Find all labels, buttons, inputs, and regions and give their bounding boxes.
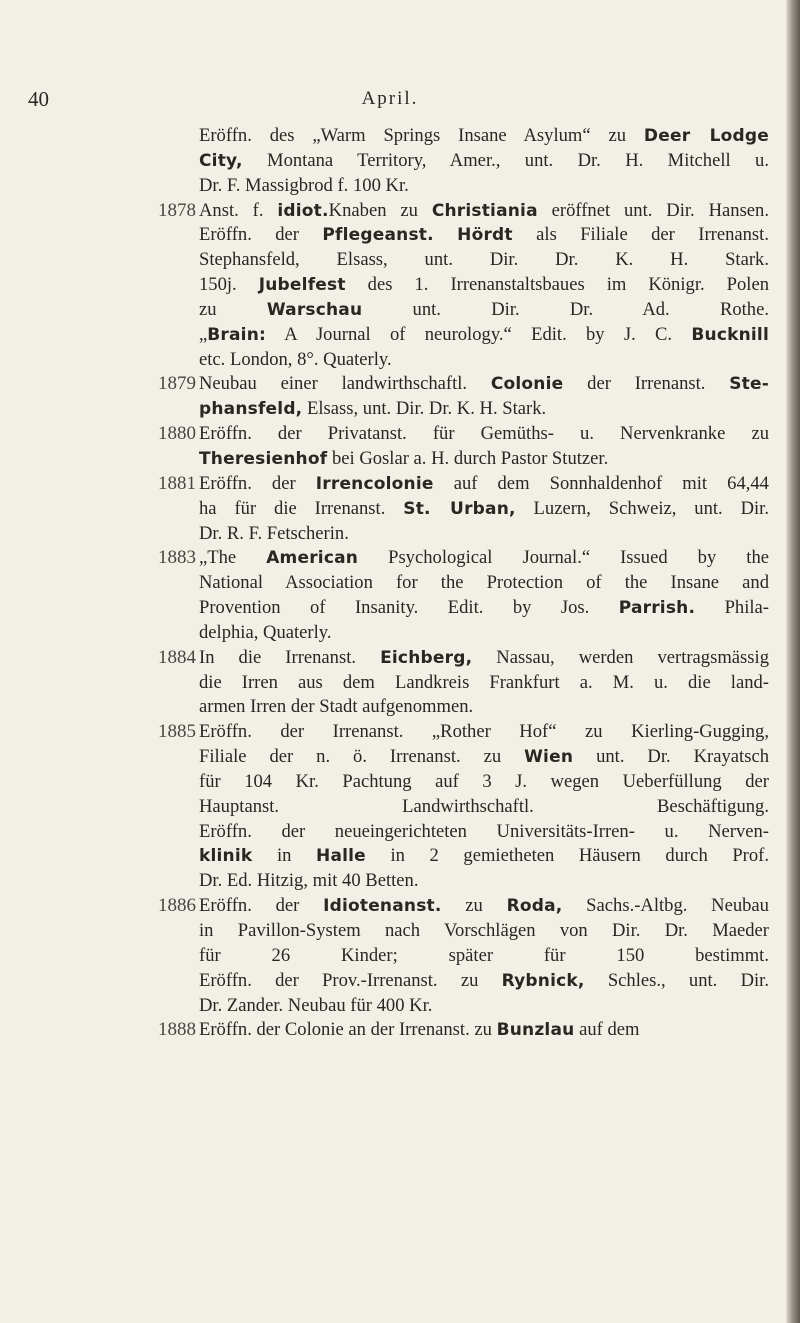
text-run: Anst. f.	[199, 199, 278, 221]
text-run: „The	[199, 547, 267, 569]
text-line	[199, 397, 769, 422]
entry-text	[199, 646, 769, 721]
text-run: Eröffn. der Prov.-Irrenanst. zu	[199, 969, 502, 991]
text-run: Dr. R. F. Fetscherin.	[199, 522, 349, 544]
text-line	[199, 422, 769, 447]
text-run: delphia, Quaterly.	[199, 621, 332, 643]
text-line	[199, 149, 769, 174]
text-run: auf dem Sonnhaldenhof mit 64,44	[433, 472, 769, 494]
text-line	[199, 298, 769, 323]
chronology-entry	[0, 422, 780, 472]
text-run: A Journal of neurology.“ Edit. by J. C.	[266, 323, 692, 345]
text-run: Psychological Journal.“ Issued by the	[358, 547, 769, 569]
chronology-entry	[0, 720, 780, 894]
text-run: Schles., unt. Dir.	[584, 969, 769, 991]
bold-keyword: City,	[199, 150, 243, 171]
entry-text	[199, 124, 769, 199]
entry-text	[199, 720, 769, 894]
text-line	[199, 273, 769, 298]
entry-year: 1880	[158, 423, 196, 445]
bold-keyword: Ste-	[729, 374, 769, 395]
entry-year: 1888	[158, 1019, 196, 1041]
text-run: Eröffn. der	[199, 472, 316, 494]
entry-year: 1884	[158, 646, 196, 668]
chronology-entry	[0, 894, 780, 1018]
text-line	[199, 869, 769, 894]
text-line	[199, 1018, 769, 1043]
bold-keyword: Hördt	[457, 225, 513, 246]
text-run: Eröffn. der neueingerichteten Universitäts-Irren- u. Nerven-	[199, 820, 769, 842]
entry-text	[199, 546, 769, 645]
text-run: eröffnet unt. Dir. Hansen.	[537, 199, 769, 221]
text-line	[199, 720, 769, 745]
bold-keyword: Colonie	[490, 374, 564, 395]
text-run: des 1. Irrenanstaltsbaues im Königr. Polen	[345, 274, 770, 296]
text-run: Elsass, unt. Dir. Dr. K. H. Stark.	[302, 398, 547, 420]
bold-keyword: Roda,	[506, 896, 563, 917]
text-run: National Association for the Protection of the Insane and	[199, 572, 769, 594]
text-run: Dr. Ed. Hitzig, mit 40 Betten.	[199, 870, 419, 892]
text-line	[199, 571, 769, 596]
text-line	[199, 124, 769, 149]
text-run: Dr. F. Massigbrod f. 100 Kr.	[199, 174, 409, 196]
page-number: 40	[28, 87, 49, 111]
text-line	[199, 621, 769, 646]
text-run: Filiale der n. ö. Irrenanst. zu	[199, 746, 525, 768]
entry-year: 1881	[158, 472, 196, 494]
bold-keyword: Warschau	[266, 299, 363, 320]
text-run: Eröffn. der Colonie an der Irrenanst. zu	[199, 1019, 497, 1041]
chronology-text	[0, 124, 780, 1043]
text-run: 150j.	[199, 274, 259, 296]
text-run: die Irren aus dem Landkreis Frankfurt a. M. u. die land-	[199, 671, 769, 693]
chronology-entry	[0, 646, 780, 721]
text-run: zu	[441, 895, 507, 917]
text-line	[199, 844, 769, 869]
entry-text	[199, 1018, 769, 1043]
text-run: Eröffn. der Irrenanst. „Rother Hof“ zu Kierling-Gugging,	[199, 721, 769, 743]
text-run: für 104 Kr. Pachtung auf 3 J. wegen Ueberfüllung der	[199, 770, 769, 792]
text-line	[199, 447, 769, 472]
bold-keyword: Rybnick,	[501, 970, 585, 991]
text-line	[199, 223, 769, 248]
text-run: Eröffn. der	[199, 895, 324, 917]
text-run: Montana Territory, Amer., unt. Dr. H. Mitchell u.	[242, 149, 769, 171]
text-line	[199, 944, 769, 969]
text-line	[199, 695, 769, 720]
text-line	[199, 348, 769, 373]
text-run: Stephansfeld, Elsass, unt. Dir. Dr. K. H. Stark.	[199, 249, 769, 271]
text-line	[199, 199, 769, 224]
bold-keyword: Wien	[524, 747, 574, 768]
entry-year: 1885	[158, 721, 196, 743]
bold-keyword: Halle	[316, 846, 366, 867]
text-line	[199, 372, 769, 397]
entry-year: 1883	[158, 547, 196, 569]
text-run: für 26 Kinder; später für 150 bestimmt.	[199, 944, 769, 966]
bold-keyword: Irrencolonie	[315, 473, 434, 494]
text-run: armen Irren der Stadt aufgenommen.	[199, 696, 474, 718]
chronology-entry	[0, 199, 780, 373]
entry-text	[199, 199, 769, 373]
page-edge-shadow	[786, 0, 800, 1323]
bold-keyword: Deer Lodge	[643, 126, 769, 146]
text-line	[199, 770, 769, 795]
text-run: in	[252, 845, 317, 867]
text-run: Dr. Zander. Neubau für 400 Kr.	[199, 994, 433, 1016]
text-run: der Irrenanst.	[563, 373, 730, 395]
chronology-entry	[0, 546, 780, 645]
text-run: etc. London, 8°. Quaterly.	[199, 348, 392, 370]
text-line	[199, 894, 769, 919]
text-run: bei Goslar a. H. durch Pastor Stutzer.	[327, 447, 609, 469]
entry-text	[199, 894, 769, 1018]
entry-year: 1878	[158, 199, 196, 221]
entry-year: 1886	[158, 895, 196, 917]
text-line	[199, 994, 769, 1019]
text-line	[199, 671, 769, 696]
text-run: Eröffn. des „Warm Springs Insane Asylum“ zu	[199, 125, 644, 146]
entry-year: 1879	[158, 373, 196, 395]
bold-keyword: klinik	[199, 846, 253, 867]
bold-keyword: Christiania	[431, 200, 538, 221]
bold-keyword: Bucknill	[691, 324, 769, 345]
text-line	[199, 546, 769, 571]
text-run: Neubau einer landwirthschaftl.	[199, 373, 491, 395]
bold-keyword: idiot.	[277, 200, 329, 221]
text-run: Phila-	[695, 597, 769, 619]
bold-keyword: St. Urban,	[403, 498, 516, 519]
bold-keyword: Pflegeanst.	[322, 225, 434, 246]
text-run	[434, 224, 457, 245]
bold-keyword: American	[266, 548, 359, 569]
text-line	[199, 522, 769, 547]
chronology-entry	[0, 372, 780, 422]
text-run: in Pavillon-System nach Vorschlägen von Dir. Dr. Maeder	[199, 920, 769, 941]
text-run: auf dem	[574, 1019, 640, 1041]
text-run: Knaben zu	[328, 199, 432, 221]
bold-keyword: Idiotenanst.	[323, 896, 442, 917]
chronology-entry	[0, 124, 780, 199]
text-line	[199, 795, 769, 820]
bold-keyword: Jubelfest	[258, 275, 346, 296]
text-run: Hauptanst. Landwirthschaftl. Beschäftigung.	[199, 795, 769, 817]
text-run: in 2 gemietheten Häusern durch Prof.	[365, 845, 769, 867]
entry-text	[199, 472, 769, 547]
chronology-entry	[0, 1018, 780, 1043]
text-run: unt. Dr. Krayatsch	[573, 746, 769, 768]
text-run: Eröffn. der	[199, 224, 323, 246]
text-run: Luzern, Schweiz, unt. Dir.	[515, 497, 769, 519]
text-line	[199, 745, 769, 770]
bold-keyword: Theresienhof	[199, 448, 328, 469]
text-line	[199, 596, 769, 621]
text-run: Nassau, werden vertragsmässig	[472, 646, 769, 668]
text-line	[199, 919, 769, 944]
text-run: Eröffn. der Privatanst. für Gemüths- u. Nervenkranke zu	[199, 423, 769, 445]
text-line	[199, 646, 769, 671]
text-line	[199, 323, 769, 348]
text-line	[199, 472, 769, 497]
bold-keyword: Eichberg,	[380, 647, 473, 668]
text-line	[199, 174, 769, 199]
text-run: Sachs.-Altbg. Neubau	[562, 895, 769, 917]
bold-keyword: Parrish.	[618, 598, 696, 619]
bold-keyword: Brain:	[207, 324, 267, 345]
text-line	[199, 969, 769, 994]
text-run: „	[199, 323, 208, 345]
text-run: unt. Dir. Dr. Ad. Rothe.	[362, 298, 770, 320]
page-header	[0, 86, 780, 116]
text-line	[199, 497, 769, 522]
entry-text	[199, 372, 769, 422]
text-line	[199, 820, 769, 845]
running-head: April.	[361, 88, 419, 109]
bold-keyword: Bunzlau	[496, 1020, 575, 1041]
text-run: als Filiale der Irrenanst.	[512, 224, 769, 246]
text-run: In die Irrenanst.	[199, 646, 381, 668]
entry-text	[199, 422, 769, 472]
bold-keyword: phansfeld,	[199, 399, 303, 420]
text-run: Provention of Insanity. Edit. by Jos.	[199, 597, 619, 619]
text-run: ha für die Irrenanst.	[199, 497, 404, 519]
chronology-entry	[0, 472, 780, 547]
text-run: zu	[199, 298, 267, 320]
text-line	[199, 248, 769, 273]
